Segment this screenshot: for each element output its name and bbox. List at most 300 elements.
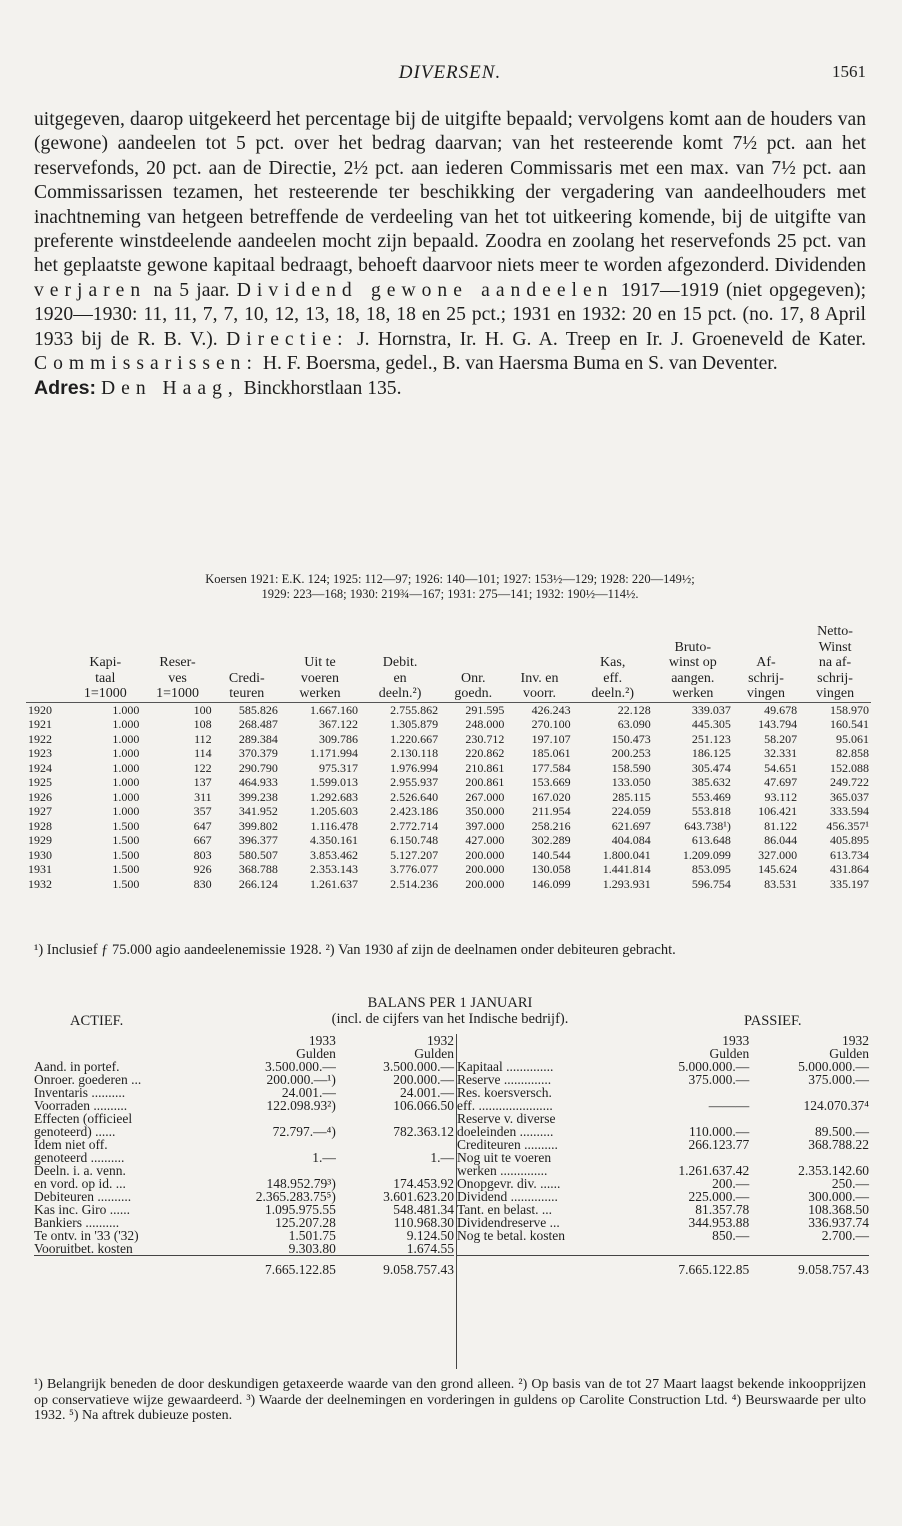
balance-value-1933: 200.—: [712, 1176, 750, 1191]
table-cell: 270.100: [531, 717, 571, 731]
actief-label: ACTIEF.: [70, 1013, 124, 1029]
table-cell: 145.624: [758, 862, 798, 876]
table-cell: 290.790: [238, 760, 278, 775]
table-row: [26, 877, 871, 892]
balance-value-1933: 9.303.80: [288, 1241, 336, 1256]
column-header: voeren: [300, 670, 340, 686]
year-header: 1932: [842, 1033, 869, 1048]
table-row: [26, 848, 871, 863]
actief-side: [34, 1034, 454, 1276]
table-cell: 177.584: [531, 760, 571, 775]
balance-value-1933: 1.—: [312, 1150, 336, 1165]
text-dividends: 1917—1919 (niet opgegeven); 1920—1930: 11, 11, 7, 7, 10, 12, 13, 18, 18, 18 en 25 pct.; 1931 en 1932: 20 en 15 pct. (no. 17, 8 April 1933 bij de R. B. V.).: [34, 279, 867, 350]
table-cell: 302.289: [531, 833, 571, 847]
column-header: [26, 624, 69, 640]
table-header-row: [26, 640, 871, 656]
column-header: Credi-: [228, 670, 265, 686]
balance-value-1932: 300.000.—: [808, 1189, 869, 1204]
table-header-row: [26, 655, 871, 671]
table-cell: 285.115: [612, 789, 651, 804]
company-description: [34, 108, 866, 402]
table-cell: 86.044: [764, 833, 798, 847]
table-cell: 335.197: [830, 876, 869, 891]
table-cell: 130.058: [531, 862, 571, 876]
table-cell: 95.061: [836, 731, 869, 746]
table-row: [26, 862, 871, 877]
table-cell: 54.651: [764, 760, 798, 775]
table-header-row: [26, 671, 871, 687]
table-cell: 1.305.879: [390, 717, 439, 731]
balans-title: BALANS PER 1 JANUARI: [367, 995, 533, 1011]
table-cell: 230.712: [465, 731, 505, 746]
table-header-row: [26, 686, 871, 702]
balance-item-label: doeleinden ..........: [457, 1124, 554, 1139]
balance-item-label: Dividendreserve ...: [457, 1215, 560, 1230]
balance-value-1932: 5.000.000.—: [798, 1059, 869, 1074]
balance-value-1933: 850.—: [712, 1228, 750, 1243]
table-cell: 445.305: [691, 717, 731, 731]
table-cell: 1.000: [112, 789, 140, 804]
balance-item-label: Res. koersversch.: [457, 1085, 552, 1100]
table-cell: 289.384: [238, 731, 278, 746]
balance-item-label: Vooruitbet. kosten: [34, 1241, 133, 1256]
column-header: [506, 655, 572, 671]
table-cell: 153.669: [531, 775, 571, 789]
balance-value-1932: 2.353.142.60: [798, 1163, 869, 1178]
balance-value-1932: 9.124.50: [406, 1228, 454, 1243]
column-header: [733, 640, 799, 656]
year-cell: 1931: [28, 862, 52, 876]
column-header: [26, 686, 69, 702]
column-header: Inv. en: [520, 670, 559, 686]
table-cell: 1.500: [112, 876, 140, 891]
table-cell: 1.116.478: [310, 818, 359, 833]
table-cell: 350.000: [465, 804, 505, 818]
balance-value-1932: 1.674.55: [406, 1241, 454, 1256]
column-header: na af-: [818, 655, 852, 670]
year-cell: 1923: [28, 746, 52, 760]
table-cell: 158.590: [611, 760, 651, 775]
table-cell: 291.595: [465, 702, 505, 717]
balance-value-1933: 1.261.637.42: [678, 1163, 750, 1178]
table-cell: 6.150.748: [390, 833, 439, 847]
balance-value-1932: 3.601.623.20: [383, 1189, 454, 1204]
table-cell: 311: [194, 789, 212, 804]
spaced-verjaren: verjaren: [34, 279, 147, 301]
balance-item-label: en vord. op id. ...: [34, 1176, 126, 1191]
column-header: Bruto-: [674, 639, 712, 655]
column-header: [69, 640, 141, 656]
balance-item-label: Idem niet off.: [34, 1137, 108, 1152]
table-row: [26, 819, 871, 834]
table-cell: 2.955.937: [390, 775, 439, 789]
table-cell: 47.697: [764, 775, 798, 789]
year-cell: 1929: [28, 833, 52, 847]
table-cell: 224.059: [611, 804, 651, 818]
table-cell: 405.895: [830, 833, 869, 847]
balance-value-1933: 266.123.77: [688, 1137, 750, 1152]
table-cell: 1.000: [112, 717, 140, 731]
balance-value-1932: 250.—: [831, 1176, 869, 1191]
balance-item-label: Kas inc. Giro ......: [34, 1202, 130, 1217]
commissarissen-label: Commissarissen:: [34, 353, 258, 375]
column-header: schrij-: [748, 670, 784, 686]
column-header: [141, 624, 213, 640]
table-cell: 1.000: [112, 760, 140, 775]
table-cell: 1.205.603: [310, 804, 359, 818]
table-cell: 853.095: [691, 862, 731, 876]
balance-item-label: Bankiers ..........: [34, 1215, 120, 1230]
column-header: deeln.²): [360, 686, 440, 702]
total-1932: 9.058.757.43: [336, 1256, 454, 1277]
table-cell: 399.238: [238, 789, 278, 804]
balance-item-label: werken ..............: [457, 1163, 548, 1178]
table-cell: 2.526.640: [390, 789, 439, 804]
balance-item-label: eff. ......................: [457, 1098, 553, 1113]
table-cell: 1.000: [112, 775, 140, 789]
column-header: [280, 640, 360, 656]
table-cell: 210.861: [465, 760, 505, 775]
table-cell: 404.084: [611, 833, 651, 847]
actief-table: [34, 1034, 454, 1276]
column-header: werken: [653, 686, 733, 702]
balance-item-label: Onroer. goederen ...: [34, 1072, 142, 1087]
blank-cell: [457, 1034, 630, 1047]
unit-header: Gulden: [829, 1046, 869, 1061]
table-cell: 309.786: [319, 731, 359, 746]
balance-item-label: Inventaris ..........: [34, 1085, 126, 1100]
balance-value-1933: 1.501.75: [288, 1228, 336, 1243]
balance-item-label: genoteerd) ......: [34, 1124, 116, 1139]
balance-value-1933: 3.500.000.—: [264, 1059, 336, 1074]
table-cell: 621.697: [611, 818, 651, 833]
blank-cell: [457, 1256, 630, 1277]
year-cell: 1926: [28, 789, 52, 804]
table-row: [26, 702, 871, 717]
table-cell: 249.722: [830, 775, 869, 789]
table-cell: 1.293.931: [602, 876, 651, 891]
table-cell: 158.970: [830, 702, 869, 717]
table-cell: 2.772.714: [390, 818, 439, 833]
table-cell: 975.317: [319, 760, 359, 775]
year-cell: 1925: [28, 775, 52, 789]
balance-value-1932: 2.700.—: [821, 1228, 869, 1243]
table-cell: 258.216: [531, 818, 571, 833]
table-cell: 1.209.099: [682, 847, 731, 862]
adres-city: Den Haag,: [100, 378, 239, 400]
balance-value-1933: 5.000.000.—: [678, 1059, 750, 1074]
table-cell: 427.000: [465, 833, 505, 847]
text-commissarissen: H. F. Boersma, gedel., B. van Haersma Buma en S. van Deventer.: [262, 353, 778, 375]
table-cell: 399.802: [238, 818, 278, 833]
column-header: [26, 655, 69, 671]
table-cell: 200.000: [465, 876, 505, 891]
column-header: Uit te: [304, 655, 336, 670]
year-header: 1933: [308, 1033, 336, 1048]
balance-item-label: Nog te betal. kosten: [457, 1228, 565, 1243]
column-header: Kas,: [600, 655, 626, 670]
column-header: deeln.²): [573, 686, 653, 702]
balance-item-label: Reserve v. diverse: [457, 1111, 556, 1126]
table-row: [26, 833, 871, 848]
table-cell: 1.000: [112, 804, 140, 818]
column-header: vingen: [733, 686, 799, 702]
table-cell: 1.500: [112, 862, 140, 876]
table-cell: 1.220.667: [390, 731, 439, 746]
balance-row: [34, 1242, 454, 1256]
table-cell: 5.127.207: [390, 847, 439, 862]
column-header: [280, 624, 360, 640]
table-cell: 580.507: [238, 847, 278, 862]
table-cell: 200.861: [465, 775, 505, 789]
table-row: [26, 746, 871, 761]
table-cell: 647: [193, 818, 212, 833]
table-cell: 200.000: [465, 862, 505, 876]
total-1933: 7.665.122.85: [203, 1256, 336, 1277]
table-row: [26, 804, 871, 819]
table-row: [26, 732, 871, 747]
column-header: [573, 640, 653, 656]
table-cell: 585.826: [238, 702, 278, 717]
table-cell: 596.754: [691, 876, 731, 891]
table-cell: 370.379: [238, 746, 278, 760]
table-cell: 1.800.041: [602, 847, 651, 862]
balance-item-label: Voorraden ..........: [34, 1098, 128, 1113]
table-cell: 464.933: [238, 775, 278, 789]
table-cell: 152.088: [830, 760, 869, 775]
section-title: DIVERSEN.: [398, 62, 502, 83]
table-cell: 305.474: [691, 760, 731, 775]
unit-header: Gulden: [296, 1046, 336, 1061]
table-cell: 160.541: [830, 717, 869, 731]
table-cell: 220.862: [465, 746, 505, 760]
balance-value-1932: 200.000.—: [393, 1072, 454, 1087]
column-header: Kapi-: [89, 655, 122, 670]
table-cell: 367.122: [319, 717, 359, 731]
text-directie: J. Hornstra, Ir. H. G. A. Treep en Ir. J. Groeneveld de Kater.: [357, 328, 867, 350]
table-cell: 22.128: [617, 702, 651, 717]
table-cell: 803: [193, 847, 212, 862]
table-cell: 1.000: [112, 731, 140, 746]
column-header: [141, 640, 213, 656]
balance-value-1932: 124.070.37⁴: [803, 1098, 869, 1113]
balance-row: [457, 1229, 869, 1242]
column-header: [506, 640, 572, 656]
column-header: [26, 640, 69, 656]
text-statutes: uitgegeven, daarop uitgekeerd het percentage bij de uitgifte bepaald; vervolgens komt aan de houders van (gewone) aandeelen tot 5 pct. over het bedrag daarvan; van het resteerende komt 7½ pct. aan het reservefonds, 20 pct. aan de Directie, 2½ pct. aan iederen Commissaris met een max. van 7½ pct. aan Commissarissen tezamen, het resteerende ter beschikking der vergadering van aandeelhouders met inachtneming van hetgeen betreffende de verdeeling van het tot uitkeering komende, bij de uitgifte van preferente winstdeelende aandeelen mocht zijn bepaald. Zoodra en zoolang het reservefonds 25 pct. van het geplaatste gewone kapitaal bedraagt, behoeft daarvoor niets meer te worden afgezonderd. Dividenden: [34, 109, 866, 277]
column-header: 1=1000: [69, 686, 141, 702]
table-cell: 2.353.143: [310, 862, 359, 876]
table-cell: 613.734: [830, 847, 869, 862]
balans-heading: [34, 995, 866, 1027]
blank-cell: [34, 1256, 203, 1277]
table-header-row: [26, 624, 871, 640]
column-header: werken: [280, 686, 360, 702]
table-cell: 613.648: [691, 833, 731, 847]
balance-item-label: Deeln. i. a. venn.: [34, 1163, 126, 1178]
table-cell: 1.500: [112, 847, 140, 862]
balance-value-1932: 108.368.50: [808, 1202, 869, 1217]
table-cell: 185.061: [531, 746, 571, 760]
table-cell: 426.243: [531, 702, 571, 717]
balance-value-1932: 336.937.74: [808, 1215, 869, 1230]
table-cell: 251.123: [691, 731, 731, 746]
year-header-row: [457, 1034, 869, 1047]
column-header: Reser-: [159, 655, 196, 670]
table-row: [26, 775, 871, 790]
table-cell: 100: [193, 702, 212, 717]
balance-total-row: [457, 1256, 869, 1277]
column-header: 1=1000: [141, 686, 213, 702]
table-cell: 83.531: [764, 876, 798, 891]
column-header: [506, 624, 572, 640]
balance-value-1933: 72.797.—⁴): [272, 1124, 336, 1139]
table-cell: 1.171.994: [310, 746, 359, 760]
year-cell: 1927: [28, 804, 52, 818]
balance-item-label: Debiteuren ..........: [34, 1189, 132, 1204]
table-cell: 63.090: [617, 717, 651, 731]
balance-value-1933: 148.952.79³): [266, 1176, 336, 1191]
table-cell: 146.099: [531, 876, 571, 891]
directie-label: Directie:: [226, 328, 349, 350]
address-line: [34, 376, 866, 401]
table-cell: 186.125: [691, 746, 731, 760]
table-cell: 1.441.814: [602, 862, 651, 876]
text-years: na 5 jaar.: [153, 279, 230, 301]
passief-side: [456, 1034, 869, 1369]
balans-subtitle: (incl. de cijfers van het Indische bedrijf).: [331, 1011, 569, 1027]
column-header: taal: [95, 670, 116, 686]
running-header: [34, 62, 866, 84]
table-cell: 167.020: [531, 789, 571, 804]
table-cell: 1.000: [112, 702, 140, 717]
year-cell: 1921: [28, 717, 52, 731]
table-cell: 133.050: [611, 775, 651, 789]
table-cell: 49.678: [764, 702, 798, 717]
table-cell: 456.357¹: [826, 818, 869, 833]
koersen-line-1: Koersen 1921: E.K. 124; 1925: 112—97; 1926: 140—101; 1927: 153½—129; 1928: 220—149½;: [205, 572, 695, 586]
unit-header: Gulden: [414, 1046, 454, 1061]
year-header: 1933: [722, 1033, 750, 1048]
column-header: teuren: [214, 686, 280, 702]
balance-item-label: genoteerd ..........: [34, 1150, 125, 1165]
table-cell: 2.423.186: [390, 804, 439, 818]
balance-value-1933: 1.095.975.55: [264, 1202, 336, 1217]
balance-value-1932: 1.—: [430, 1150, 454, 1165]
column-header: goedn.: [440, 686, 506, 702]
column-header: [69, 624, 141, 640]
column-header: [214, 640, 280, 656]
table-cell: 114: [194, 746, 212, 760]
total-1933: 7.665.122.85: [630, 1256, 750, 1277]
table-cell: 266.124: [238, 876, 278, 891]
column-header: Af-: [756, 655, 776, 670]
balance-value-1932: 174.453.92: [393, 1176, 454, 1191]
column-header: [360, 640, 440, 656]
table-cell: 150.473: [611, 731, 651, 746]
table-cell: 4.350.161: [310, 833, 359, 847]
balance-value-1933: 125.207.28: [275, 1215, 336, 1230]
balans-footnotes: ¹) Belangrijk beneden de door deskundigen getaxeerde waarde van den grond alleen. ²) Op basis van de tot 27 Maart laagst bekende inkoopprijzen op conservatieve wijze gewaardeerd. ³) Waarde der deelnemingen en vorderingen in guldens op Carolite Construction Ltd. ⁴) Beurswaarde per ulto 1932. ⁵) Na aftrek dubieuze posten.: [34, 1377, 866, 1423]
balance-item-label: Tant. en belast. ...: [457, 1202, 553, 1217]
table-cell: 431.864: [830, 862, 869, 876]
table-cell: 327.000: [758, 847, 798, 862]
table-cell: 106.421: [758, 804, 798, 818]
column-header: [733, 624, 799, 640]
table-cell: 1.500: [112, 818, 140, 833]
table-cell: 385.632: [691, 775, 731, 789]
table-footnote: ¹) Inclusief ƒ 75.000 agio aandeelenemissie 1928. ²) Van 1930 af zijn de deelnamen onder debiteuren gebracht.: [34, 942, 676, 958]
balance-value-1933: 375.000.—: [688, 1072, 750, 1087]
table-cell: 81.122: [764, 818, 798, 833]
table-cell: 248.000: [465, 717, 505, 731]
column-header: ves: [168, 670, 187, 686]
table-cell: 1.500: [112, 833, 140, 847]
column-header: Debit.: [382, 655, 418, 670]
table-cell: 143.794: [758, 717, 798, 731]
balance-value-1932: 548.481.34: [393, 1202, 454, 1217]
table-row: [26, 717, 871, 732]
table-cell: 1.000: [112, 746, 140, 760]
balance-value-1932: 24.001.—: [400, 1085, 454, 1100]
balance-value-1933: 200.000.—¹): [266, 1072, 336, 1087]
column-header: [440, 640, 506, 656]
balance-value-1932: 106.066.50: [393, 1098, 454, 1113]
table-cell: 341.952: [238, 804, 278, 818]
table-cell: 1.292.683: [310, 789, 359, 804]
table-cell: 368.788: [238, 862, 278, 876]
year-header: 1932: [427, 1033, 454, 1048]
column-header: [214, 655, 280, 671]
table-cell: 667: [193, 833, 212, 847]
balance-item-label: Effecten (officieel: [34, 1111, 133, 1126]
spacer-cell: [457, 1242, 869, 1256]
column-header: aangen.: [671, 670, 715, 686]
column-header: [26, 671, 69, 687]
year-cell: 1928: [28, 818, 52, 833]
balance-value-1932: 89.500.—: [815, 1124, 869, 1139]
spacer-row: [457, 1242, 869, 1256]
table-cell: 1.261.637: [310, 876, 359, 891]
balance-value-1933: 225.000.—: [688, 1189, 750, 1204]
column-header: eff.: [603, 670, 623, 686]
year-cell: 1922: [28, 731, 52, 746]
balance-value-1933: 110.000.—: [689, 1124, 750, 1139]
balance-total-row: [34, 1256, 454, 1277]
column-header: [360, 624, 440, 640]
table-cell: 339.037: [691, 702, 731, 717]
table-cell: 137: [193, 775, 212, 789]
dividend-label: Dividend gewone aandeelen: [236, 279, 614, 301]
table-cell: 93.112: [764, 789, 798, 804]
table-cell: 830: [193, 876, 212, 891]
table-cell: 365.037: [830, 789, 869, 804]
balance-value-1932: 3.500.000.—: [383, 1059, 454, 1074]
year-cell: 1930: [28, 847, 52, 862]
column-header: voorr.: [506, 686, 572, 702]
table-cell: 397.000: [465, 818, 505, 833]
column-header: Winst: [818, 639, 852, 655]
adres-label: Adres:: [34, 377, 97, 400]
adres-street: Binckhorstlaan 135.: [243, 378, 402, 400]
table-cell: 553.818: [691, 804, 731, 818]
column-header: [573, 624, 653, 640]
column-header: winst op: [668, 655, 717, 670]
column-header: Onr.: [461, 670, 486, 686]
balance-value-1932: 368.788.22: [808, 1137, 869, 1152]
total-1932: 9.058.757.43: [749, 1256, 869, 1277]
table-cell: 2.755.862: [390, 702, 439, 717]
